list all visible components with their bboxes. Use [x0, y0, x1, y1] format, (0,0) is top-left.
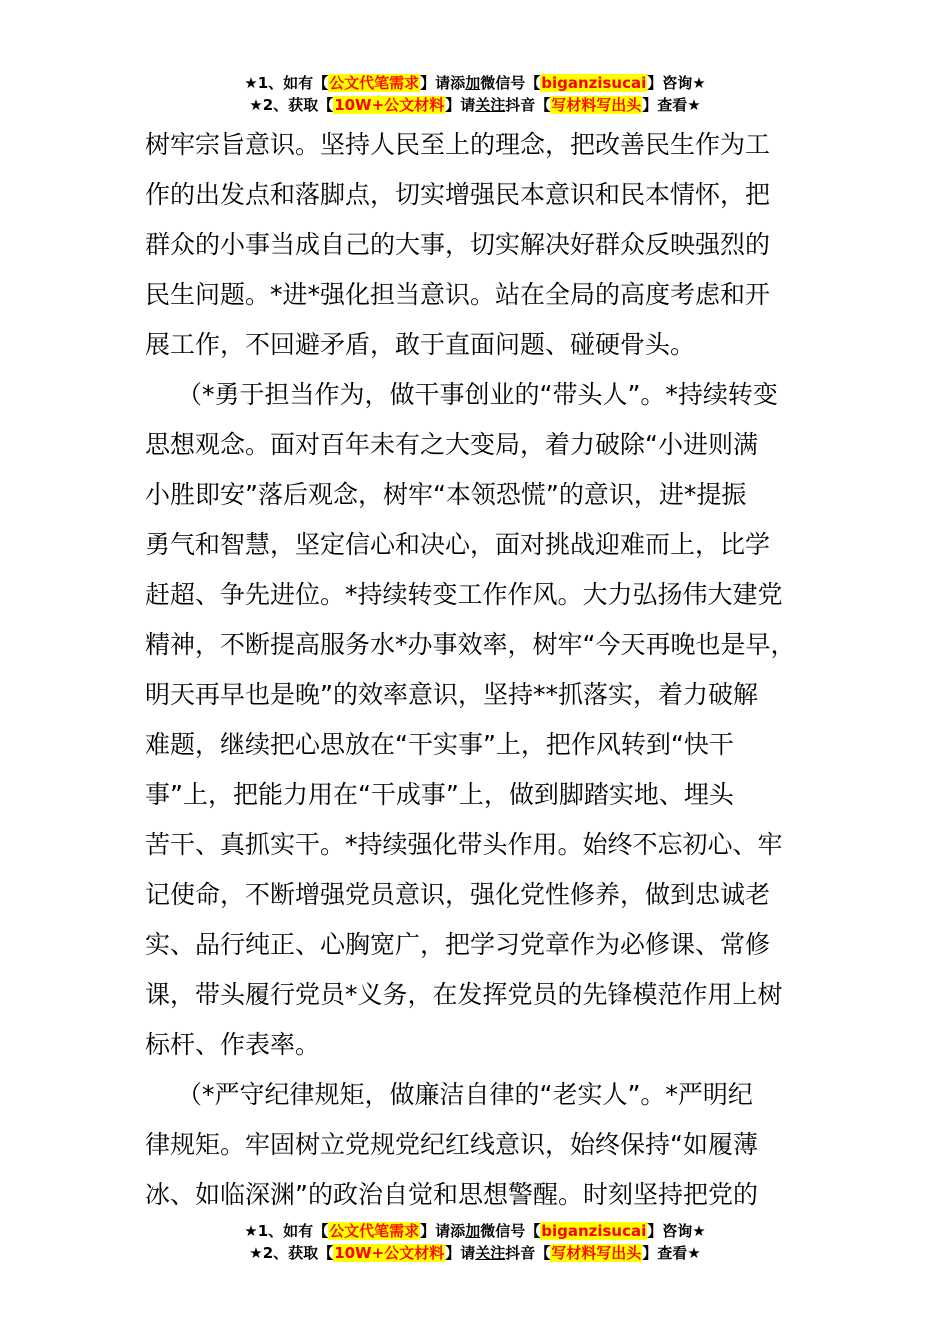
- document-body: [145, 120, 835, 1220]
- text-line: 勇气和智慧，坚定信心和决心，面对挑战迎难而上，比学: [145, 530, 771, 559]
- banner-highlight: biganzisucai: [541, 74, 647, 92]
- banner-highlight: 10W+公文材料: [334, 96, 445, 114]
- text-line: 标杆、作表率。: [145, 1030, 321, 1059]
- banner-underlined-text: 加: [465, 1222, 481, 1240]
- banner-text: ★2、获取【: [249, 96, 334, 114]
- banner-text: 】请: [445, 96, 476, 114]
- text-line: 小胜即安”落后观念，树牢“本领恐慌”的意识，进*提振: [145, 480, 747, 509]
- header-banner-line-2: [0, 94, 950, 116]
- banner-text: 抖音【: [505, 96, 551, 114]
- text-line: 课，带头履行党员*义务，在发挥党员的先锋模范作用上树: [145, 980, 783, 1009]
- text-line: 难题，继续把心思放在“干实事”上，把作风转到“快干: [145, 730, 734, 759]
- text-line: 民生问题。*进*强化担当意识。站在全局的高度考虑和开: [145, 280, 771, 309]
- banner-underlined-text: 关注: [475, 96, 506, 114]
- footer-banner-line-1: [0, 1220, 950, 1242]
- banner-text: 】请添: [420, 1222, 466, 1240]
- banner-text: ★1、如有【: [244, 74, 329, 92]
- banner-text: ★1、如有【: [244, 1222, 329, 1240]
- banner-highlight: 10W+公文材料: [334, 1244, 445, 1262]
- text-line: 树牢宗旨意识。坚持人民至上的理念，把改善民生作为工: [145, 130, 771, 159]
- banner-underlined-text: 加: [465, 74, 481, 92]
- banner-highlight: 公文代笔需求: [329, 1222, 420, 1240]
- banner-text: 】请: [445, 1244, 476, 1262]
- banner-highlight: biganzisucai: [541, 1222, 647, 1240]
- banner-highlight: 写材料写出头: [551, 1244, 642, 1262]
- text-line: 实、品行纯正、心胸宽广，把学习党章作为必修课、常修: [145, 930, 771, 959]
- text-line: 明天再早也是晚”的效率意识，坚持**抓落实，着力破解: [145, 680, 758, 709]
- banner-text: 】查看★: [642, 1244, 701, 1262]
- text-line: 苦干、真抓实干。*持续强化带头作用。始终不忘初心、牢: [145, 830, 783, 859]
- text-line: 赶超、争先进位。*持续转变工作作风。大力弘扬伟大建党: [145, 580, 783, 609]
- banner-text: 】查看★: [642, 96, 701, 114]
- text-line: 展工作，不回避矛盾，敢于直面问题、碰硬骨头。: [145, 330, 696, 359]
- banner-highlight: 公文代笔需求: [329, 74, 420, 92]
- text-line: 群众的小事当成自己的大事，切实解决好群众反映强烈的: [145, 230, 771, 259]
- banner-text: 】请添: [420, 74, 466, 92]
- paragraph-start-line: （*严守纪律规矩，做廉洁自律的“老实人”。*严明纪: [177, 1080, 753, 1109]
- banner-text: 微信号【: [480, 1222, 541, 1240]
- text-line: 律规矩。牢固树立党规党纪红线意识，始终保持“如履薄: [145, 1130, 758, 1159]
- banner-highlight: 写材料写出头: [551, 96, 642, 114]
- header-banner-line-1: [0, 72, 950, 94]
- banner-underlined-text: 关注: [475, 1244, 506, 1262]
- text-line: 记使命，不断增强党员意识，强化党性修养，做到忠诚老: [145, 880, 771, 909]
- banner-text: 抖音【: [505, 1244, 551, 1262]
- text-line: 精神，不断提高服务水*办事效率，树牢“今天再晚也是早，: [145, 630, 796, 659]
- text-line: 思想观念。面对百年未有之大变局，着力破除“小进则满: [145, 430, 758, 459]
- header-banner: [0, 72, 950, 116]
- footer-banner: [0, 1220, 950, 1264]
- text-line: 冰、如临深渊”的政治自觉和思想警醒。时刻坚持把党的: [145, 1180, 758, 1209]
- footer-banner-line-2: [0, 1242, 950, 1264]
- text-line: 事”上，把能力用在“干成事”上，做到脚踏实地、埋头: [145, 780, 734, 809]
- banner-text: 】咨询★: [647, 74, 706, 92]
- banner-text: 微信号【: [480, 74, 541, 92]
- paragraph-start-line: （*勇于担当作为，做干事创业的“带头人”。*持续转变: [177, 380, 778, 409]
- text-line: 作的出发点和落脚点，切实增强民本意识和民本情怀，把: [145, 180, 771, 209]
- banner-text: ★2、获取【: [249, 1244, 334, 1262]
- banner-text: 】咨询★: [647, 1222, 706, 1240]
